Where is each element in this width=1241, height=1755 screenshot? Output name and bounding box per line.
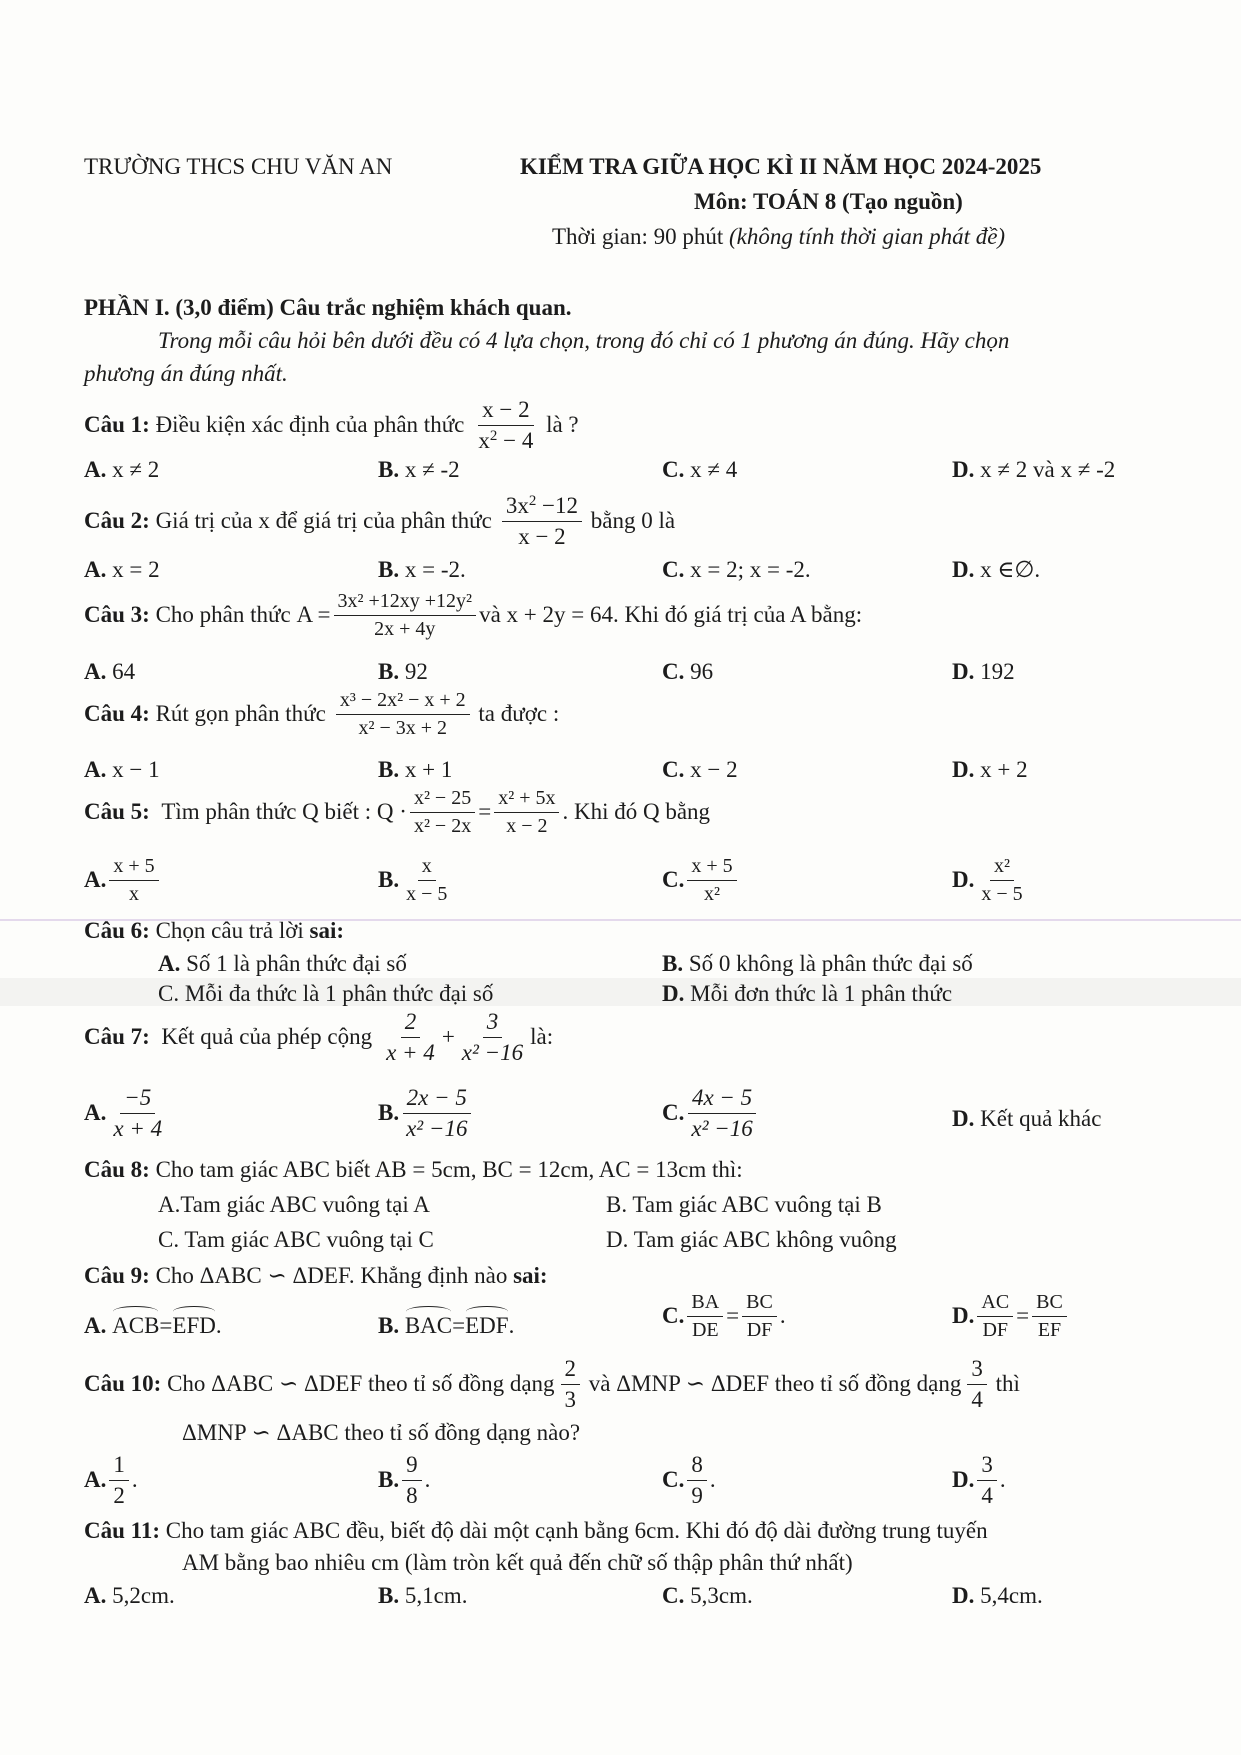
q5-option-a: A. $\frac{x + 5}{x}$ <box>84 856 162 905</box>
denominator: x² −16 <box>461 1040 524 1066</box>
q8-option-b: B. Tam giác ABC vuông tại B <box>606 1192 882 1217</box>
q10-option-b: B. $\frac{9}{8}$ . <box>378 1452 431 1509</box>
q8-option-d: D. Tam giác ABC không vuông <box>606 1227 897 1252</box>
denominator: x − 2 <box>518 524 566 550</box>
question-6: Câu 6: Chọn câu trả lời sai: <box>84 918 345 943</box>
numerator: $3x^2 -12$ <box>502 494 582 522</box>
q6-option-a: A. Số 1 là phân thức đại số <box>158 951 407 976</box>
question-text: Giá trị của x để giá trị của phân thức <box>155 508 492 534</box>
question-label: Câu 5: <box>84 799 150 825</box>
question-9: Câu 9: Cho ΔABC ∽ ΔDEF. Khẳng định nào sai: <box>84 1263 548 1288</box>
q4-option-c: C. x − 2 <box>662 757 738 782</box>
time-note: (không tính thời gian phát đề) <box>728 224 1006 249</box>
school-name: TRƯỜNG THCS CHU VĂN AN <box>84 154 393 179</box>
plus-sign: + <box>441 1024 455 1050</box>
q8-option-c: C. Tam giác ABC vuông tại C <box>158 1227 434 1252</box>
question-8: Câu 8: Cho tam giác ABC biết AB = 5cm, BC = 12cm, AC = 13cm thì: <box>84 1157 743 1182</box>
q7-option-a: A. $\frac{-5}{x + 4}$ <box>84 1085 163 1142</box>
numerator: 3 <box>483 1010 503 1038</box>
q7-option-b: B. $\frac{2x - 5}{\text{x² −16}}$ <box>378 1086 474 1141</box>
q5-option-b: B. $\frac{x}{x - 5}$ <box>378 855 448 905</box>
q5-option-d: D. $\frac{\text{x²}}{x - 5}$ <box>952 855 1023 905</box>
q1-option-c: C. x ≠ 4 <box>662 457 738 482</box>
part1-instruction: Trong mỗi câu hỏi bên dưới đều có 4 lựa chọn, trong đó chỉ có 1 phương án đúng. Hãy chọn <box>158 328 1010 353</box>
question-10: Câu 10: Cho ΔABC ∽ ΔDEF theo tỉ số đồng dạng $\frac{2}{3}$ và ΔMNP ∽ ΔDEF theo tỉ số đồng dạng $\frac{3}{4}$ thì <box>84 1356 1020 1413</box>
q9-option-b: B. BAC=EDF. <box>378 1310 514 1339</box>
q6-option-c: C. Mỗi đa thức là 1 phân thức đại số <box>158 981 494 1006</box>
question-label: Câu 1: <box>84 412 150 438</box>
q1-option-b: B. x ≠ -2 <box>378 457 460 482</box>
numerator: x³ − 2x² − x + 2 <box>336 690 470 715</box>
denominator: $x^2 - 4$ <box>478 427 534 454</box>
question-label: Câu 3: <box>84 602 150 628</box>
question-text: Điều kiện xác định của phân thức <box>155 412 465 438</box>
q10-option-d: D. $\frac{3}{4}$ . <box>952 1452 1006 1509</box>
q11-option-d: D. 5,4cm. <box>952 1583 1043 1608</box>
time-label: Thời gian: 90 phút <box>552 224 724 249</box>
q11-option-a: A. 5,2cm. <box>84 1583 175 1608</box>
fraction <box>336 690 470 739</box>
question-5 <box>84 788 710 837</box>
q2-option-a: A. x = 2 <box>84 557 160 582</box>
time-info <box>552 224 1005 250</box>
denominator: x − 2 <box>506 815 548 837</box>
q8-option-a: A.Tam giác ABC vuông tại A <box>158 1192 430 1217</box>
question-label: Câu 4: <box>84 701 150 727</box>
denominator: 2x + 4y <box>374 618 436 640</box>
question-tail: . Khi đó Q bằng <box>562 799 711 825</box>
fraction <box>494 788 559 837</box>
q7-option-d: D. Kết quả khác <box>952 1106 1102 1131</box>
q6-option-b: B. Số 0 không là phân thức đại số <box>662 951 973 976</box>
q3-option-c: C. 96 <box>662 659 714 684</box>
q9-option-c: C. $\frac{BA}{DE}$ = $\frac{BC}{DF}$ . <box>662 1291 786 1341</box>
part1-title: PHẦN I. (3,0 điểm) Câu trắc nghiệm khách quan. <box>84 295 572 320</box>
q4-option-b: B. x + 1 <box>378 757 453 782</box>
question-text: Tìm phân thức Q biết : Q · <box>161 799 407 825</box>
q11-option-b: B. 5,1cm. <box>378 1583 468 1608</box>
q3-option-d: D. 192 <box>952 659 1015 684</box>
exam-title: KIỂM TRA GIỮA HỌC KÌ II NĂM HỌC 2024-2025 <box>520 154 1042 179</box>
question-7 <box>84 1010 553 1065</box>
question-tail: là ? <box>546 412 579 438</box>
q4-option-a: A. x − 1 <box>84 757 160 782</box>
question-4 <box>84 690 559 739</box>
expression-lhs: A = <box>296 602 331 628</box>
numerator: x − 2 <box>478 398 533 426</box>
q2-option-c: C. x = 2; x = -2. <box>662 557 811 582</box>
denominator: x² − 2x <box>413 815 472 837</box>
numerator: x² + 5x <box>494 788 559 813</box>
part1-instruction-cont: phương án đúng nhất. <box>84 361 288 386</box>
q1-option-a: A. x ≠ 2 <box>84 457 160 482</box>
q1-option-d: D. x ≠ 2 và x ≠ -2 <box>952 457 1116 482</box>
q2-option-d: D. x ∈∅. <box>952 557 1041 582</box>
question-tail: và x + 2y = 64. Khi đó giá trị của A bằng: <box>479 602 863 628</box>
numerator: 3x² +12xy +12y² <box>334 591 477 616</box>
q9-option-d: D. $\frac{AC}{DF}$ = $\frac{BC}{EF}$ <box>952 1292 1070 1341</box>
fraction <box>410 788 475 837</box>
question-tail: bằng 0 là <box>590 508 676 534</box>
fraction <box>474 398 537 453</box>
question-label: Câu 2: <box>84 508 150 534</box>
fraction <box>458 1010 527 1065</box>
question-1 <box>84 398 579 453</box>
q5-option-c: C. $\frac{x + 5}{\text{x²}}$ <box>662 856 740 905</box>
question-label: Câu 7: <box>84 1024 150 1050</box>
question-tail: là: <box>530 1024 554 1050</box>
question-3 <box>84 591 862 640</box>
q6-option-d: D. Mỗi đơn thức là 1 phân thức <box>662 981 953 1006</box>
question-tail: ta được : <box>478 701 560 727</box>
numerator: 2 <box>401 1010 421 1038</box>
q3-option-b: B. 92 <box>378 659 428 684</box>
denominator: x² − 3x + 2 <box>358 717 448 739</box>
q10-option-a: A. $\frac{1}{2}$ . <box>84 1452 138 1509</box>
q4-option-d: D. x + 2 <box>952 757 1028 782</box>
question-text: Kết quả của phép cộng <box>161 1024 373 1050</box>
q11-option-c: C. 5,3cm. <box>662 1583 753 1608</box>
question-text: Rút gọn phân thức <box>155 701 326 727</box>
q9-option-a: A. ACB=EFD. <box>84 1310 222 1339</box>
equals-sign: = <box>478 799 492 825</box>
question-text: Cho phân thức <box>155 602 291 628</box>
question-10-cont: ΔMNP ∽ ΔABC theo tỉ số đồng dạng nào? <box>182 1420 581 1445</box>
q3-option-a: A. 64 <box>84 659 136 684</box>
question-2 <box>84 494 675 549</box>
numerator: x² − 25 <box>410 788 475 813</box>
fraction <box>334 591 477 640</box>
fraction <box>382 1010 439 1065</box>
q10-option-c: C. $\frac{8}{9}$ . <box>662 1452 716 1509</box>
denominator: x + 4 <box>386 1040 435 1066</box>
subject: Môn: TOÁN 8 (Tạo nguồn) <box>694 189 963 214</box>
question-11-cont: AM bằng bao nhiêu cm (làm tròn kết quả đến chữ số thập phân thứ nhất) <box>182 1550 853 1575</box>
q2-option-b: B. x = -2. <box>378 557 466 582</box>
q7-option-c: C. $\frac{4x - 5}{\text{x² −16}}$ <box>662 1086 760 1141</box>
fraction <box>502 494 582 549</box>
question-11: Câu 11: Cho tam giác ABC đều, biết độ dài một cạnh bằng 6cm. Khi đó độ dài đường trung tuyến <box>84 1518 988 1543</box>
